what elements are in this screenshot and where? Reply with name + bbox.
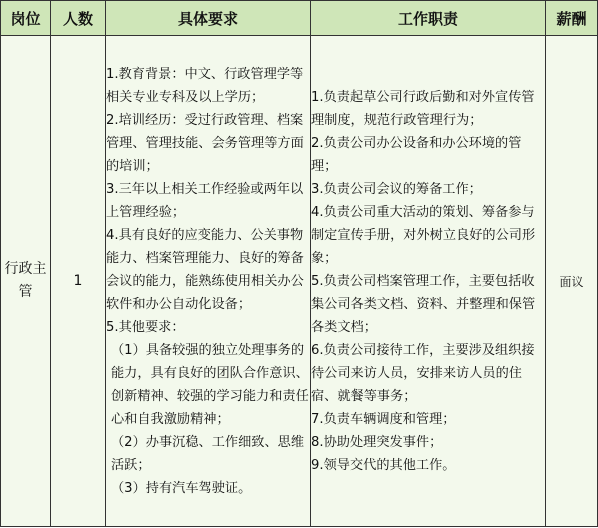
duty-item: 5.负责公司档案管理工作，主要包括收集公司各类文档、资料、并整理和保管各类文档； [311,273,536,335]
table-row [1,36,598,527]
header-count: 人数 [51,1,106,36]
requirement-subitem: （2）办事沉稳、工作细致、思维活跃； [111,434,305,473]
header-requirements: 具体要求 [106,1,311,36]
requirement-subitem: （1）具备较强的独立处理事务的能力，具有良好的团队合作意识、创新精神、较强的学习能力和责任心和自我激励精神； [111,342,309,427]
duties-cell [311,36,546,527]
requirement-item: 3.三年以上相关工作经验或两年以上管理经验； [106,181,304,220]
header-salary: 薪酬 [546,1,598,36]
salary-cell: 面议 [546,36,598,527]
duty-item: 9.领导交代的其他工作。 [311,457,456,473]
requirement-item: 2.培训经历：受过行政管理、档案管理、管理技能、会务管理等方面的培训； [106,112,304,174]
duty-item: 8.协助处理突发事件； [311,434,443,450]
count-cell: 1 [51,36,106,527]
duty-item: 1.负责起草公司行政后勤和对外宣传管理制度，规范行政管理行为； [311,89,535,128]
header-duties: 工作职责 [311,1,546,36]
duty-item: 7.负责车辆调度和管理； [311,411,456,427]
duty-item: 4.负责公司重大活动的策划、筹备参与制定宣传手册，对外树立良好的公司形象； [311,204,536,266]
requirement-subitem: （3）持有汽车驾驶证。 [111,480,252,496]
requirement-item: 4.具有良好的应变能力、公关事物能力、档案管理能力、良好的筹备会议的能力，能熟练使用相关办公软件和办公自动化设备； [106,227,304,312]
header-row [1,1,598,36]
header-position: 岗位 [1,1,51,36]
position-cell: 行政主管 [1,36,51,527]
requirement-item: 5.其他要求： [106,319,185,335]
duty-item: 6.负责公司接待工作，主要涉及组织接待公司来访人员，安排来访人员的住宿、就餐等事务； [311,342,535,404]
duty-item: 3.负责公司会议的筹备工作； [311,181,482,197]
requirement-item: 1.教育背景：中文、行政管理学等相关专业专科及以上学历； [106,66,304,105]
duty-item: 2.负责公司办公设备和办公环境的管理； [311,135,522,174]
requirements-cell [106,36,311,527]
